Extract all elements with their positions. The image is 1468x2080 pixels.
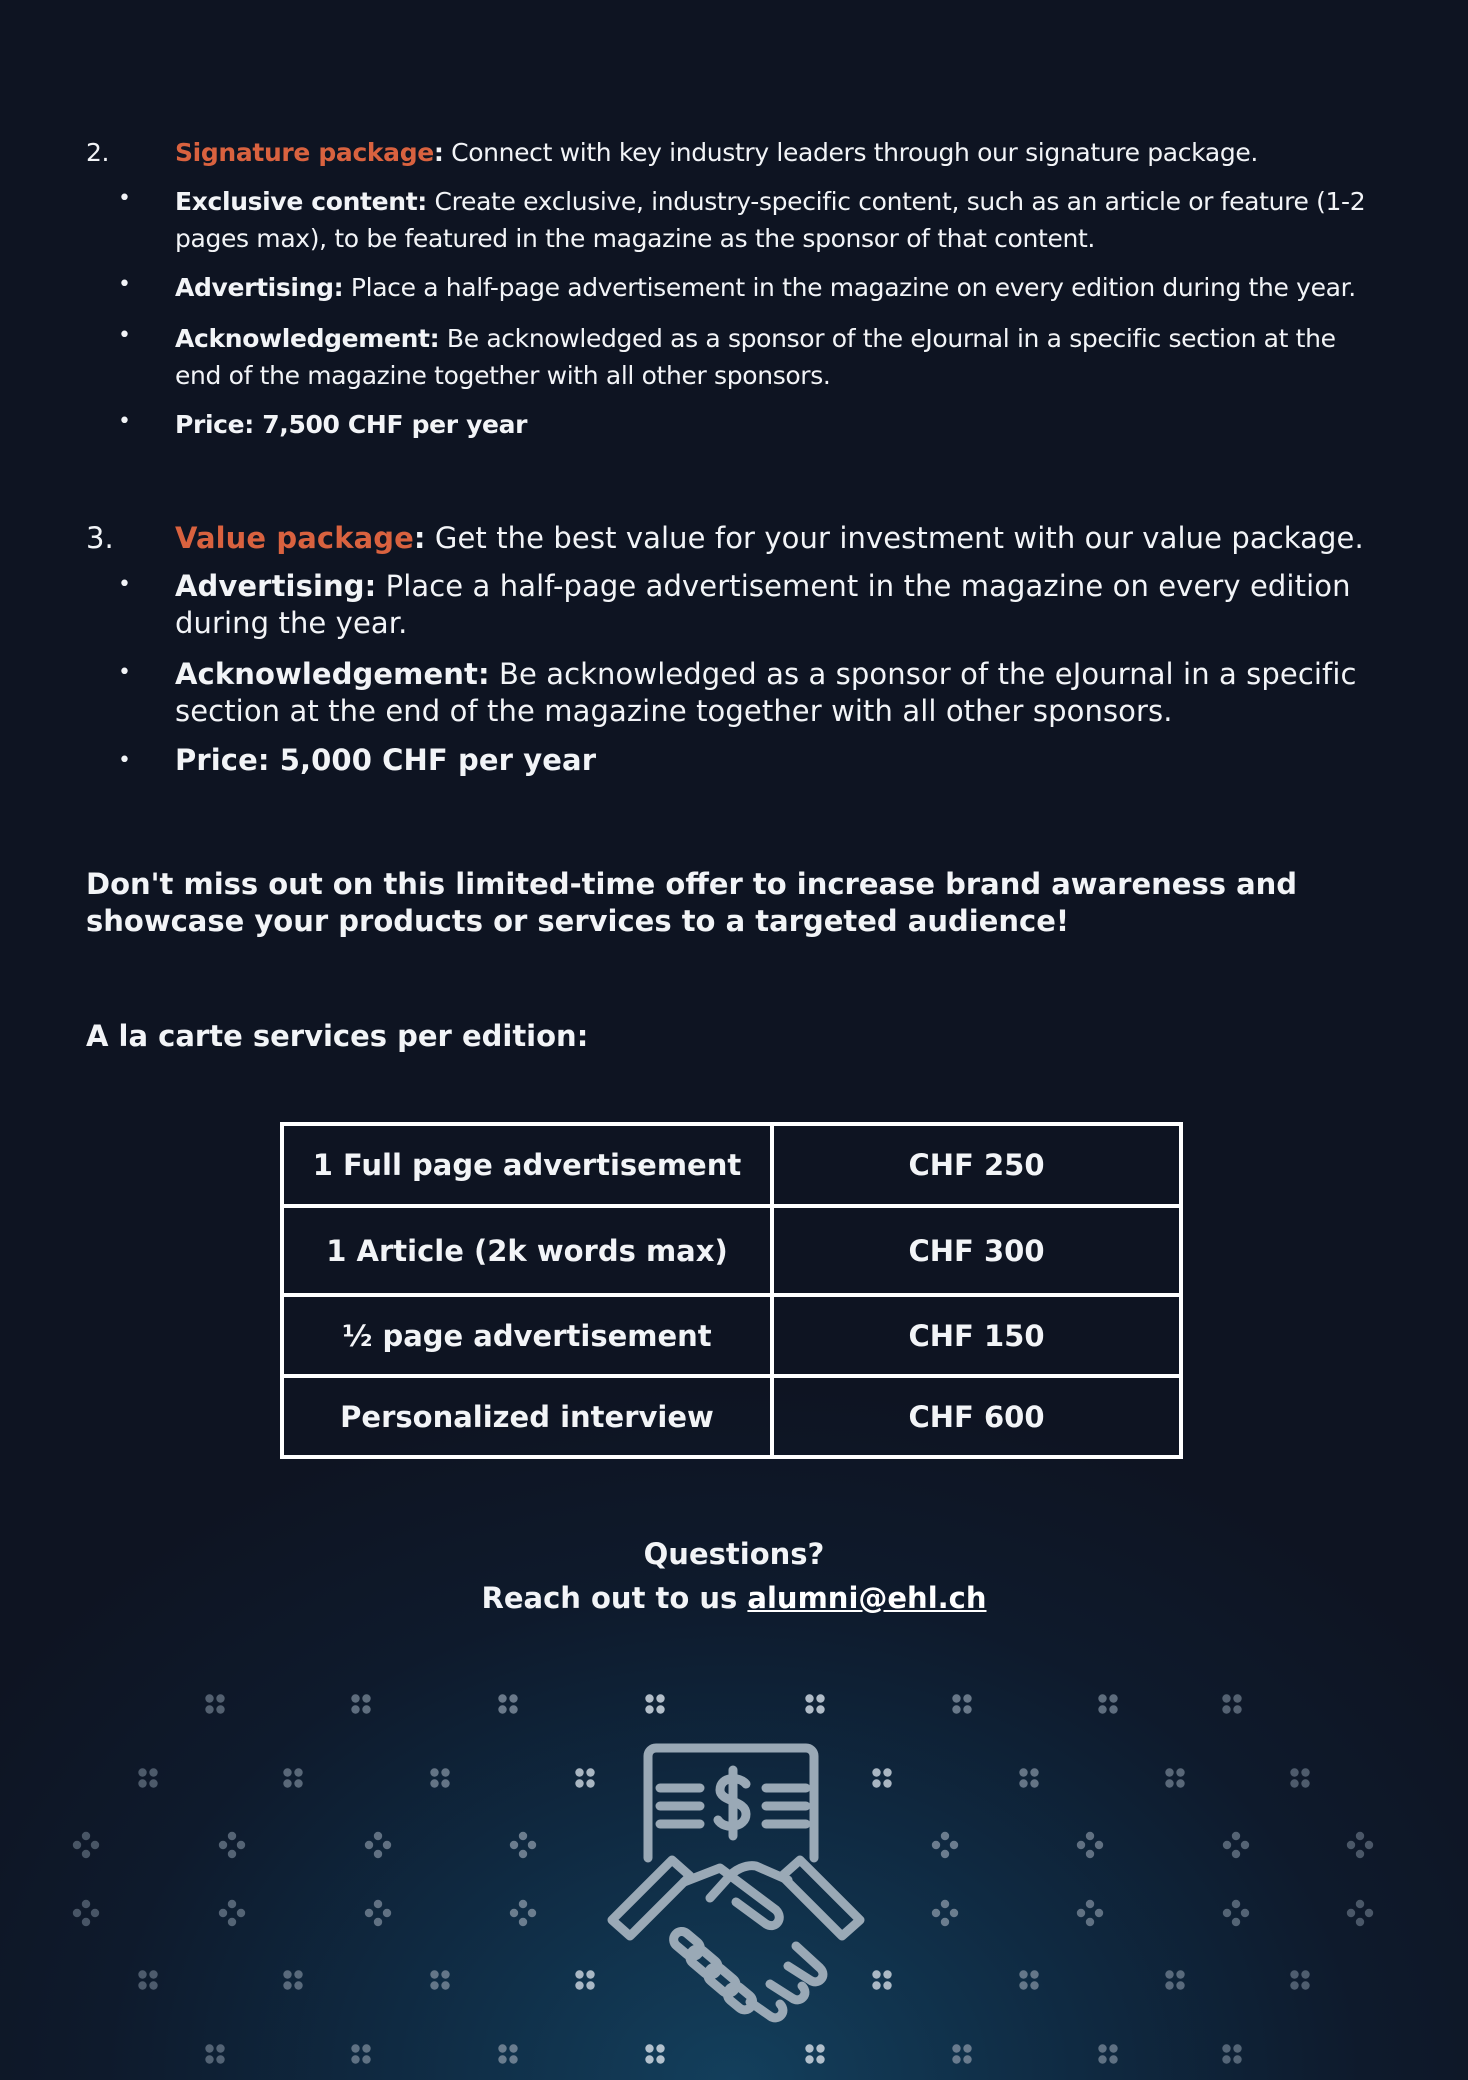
pattern-mark [1019,1970,1038,1989]
pattern-mark [498,2044,517,2063]
pattern-mark [805,2044,824,2063]
package-colon: : [433,138,444,167]
package-heading-text [175,520,1364,556]
pattern-mark [1223,1900,1249,1926]
pattern-mark [205,2044,224,2063]
list-item [175,320,1385,394]
package-name: Value package [175,521,414,555]
list-item-label: Price: 5,000 CHF per year [175,743,597,777]
pattern-mark [351,2044,370,2063]
offer-text: Don't miss out on this limited-time offer to increase brand awareness and showcase your products or services to a targeted audience! [86,867,1298,938]
invoice-handshake-icon [600,1740,870,2040]
package-number: 2. [86,138,110,167]
pattern-mark [73,1832,99,1858]
service-name-cell: Personalized interview [282,1376,772,1457]
pattern-mark [430,1970,449,1989]
package-name: Signature package [175,138,434,167]
service-name-cell: ½ page advertisement [282,1295,772,1376]
pattern-mark [1290,1768,1309,1787]
contact-text: Reach out to us [481,1581,748,1615]
pattern-mark [1077,1832,1103,1858]
bullet-icon: • [118,572,131,597]
services-table [280,1122,1183,1459]
pattern-mark [219,1900,245,1926]
pattern-mark [1165,1970,1184,1989]
pattern-mark [365,1900,391,1926]
bullet-icon: • [118,660,131,685]
service-price-cell: CHF 300 [772,1206,1181,1295]
list-item [175,269,1385,306]
table-row [282,1295,1181,1376]
pattern-mark [430,1768,449,1787]
list-item-label: Price: 7,500 CHF per year [175,410,528,439]
pattern-mark [575,1768,594,1787]
bullet-icon: • [118,323,131,348]
pattern-mark [498,1694,517,1713]
pattern-mark [510,1832,536,1858]
package-intro: Get the best value for your investment with our value package. [425,521,1364,555]
list-item-text: Be acknowledged as a sponsor of the eJournal in a specific section at the end of the magazine together with all other sponsors. [175,324,1336,390]
pattern-mark [365,1832,391,1858]
pattern-mark [805,1694,824,1713]
list-item-label: Acknowledgement: [175,657,490,691]
pattern-mark [1347,1900,1373,1926]
pattern-mark [283,1970,302,1989]
list-item-label: Exclusive content: [175,187,427,216]
list-item [175,656,1385,730]
pattern-mark [1347,1832,1373,1858]
questions-title: Questions? [643,1537,825,1571]
table-row [282,1376,1181,1457]
pattern-mark [872,1768,891,1787]
alacarte-heading: A la carte services per edition: [86,1019,589,1053]
package-colon: : [413,521,426,555]
pattern-mark [138,1970,157,1989]
pattern-mark [645,1694,664,1713]
service-name-cell: 1 Full page advertisement [282,1124,772,1206]
service-name-cell: 1 Article (2k words max) [282,1206,772,1295]
list-item-text: Be acknowledged as a sponsor of the eJournal in a specific section at the end of the magazine together with all other sponsors. [175,657,1357,728]
pattern-mark [872,1970,891,1989]
list-item-text: Place a half-page advertisement in the magazine on every edition during the year. [175,569,1351,640]
pattern-mark [645,2044,664,2063]
pattern-mark [932,1900,958,1926]
list-item [175,406,1385,443]
list-item [175,183,1385,257]
pattern-mark [283,1768,302,1787]
bullet-icon: • [118,409,131,434]
service-price-cell: CHF 150 [772,1295,1181,1376]
service-price-cell: CHF 600 [772,1376,1181,1457]
pattern-mark [1223,1832,1249,1858]
contact-line [0,1581,1468,1615]
pattern-mark [1098,1694,1117,1713]
list-item [175,742,1385,779]
pattern-mark [510,1900,536,1926]
pattern-mark [575,1970,594,1989]
pattern-mark [1098,2044,1117,2063]
pattern-mark [73,1900,99,1926]
service-price-cell: CHF 250 [772,1124,1181,1206]
pattern-mark [138,1768,157,1787]
package-number: 3. [86,521,114,555]
pattern-mark [219,1832,245,1858]
list-item-label: Advertising: [175,569,377,603]
pattern-mark [1077,1900,1103,1926]
list-item-text: Create exclusive, industry-specific content, such as an article or feature (1-2 pages max), to be featured in the magazine as the sponsor of that content. [175,187,1366,253]
pattern-mark [952,1694,971,1713]
bullet-icon: • [118,748,131,773]
pattern-mark [932,1832,958,1858]
table-row [282,1206,1181,1295]
pattern-mark [1222,2044,1241,2063]
email-link[interactable]: alumni@ehl.ch [747,1581,987,1615]
list-item-label: Advertising: [175,273,344,302]
table-row [282,1124,1181,1206]
list-item [175,568,1385,642]
list-item-label: Acknowledgement: [175,324,440,353]
pattern-mark [351,1694,370,1713]
list-item-text: Place a half-page advertisement in the magazine on every edition during the year. [343,273,1356,302]
pattern-mark [205,1694,224,1713]
package-intro: Connect with key industry leaders through our signature package. [443,138,1258,167]
pattern-mark [1019,1768,1038,1787]
pattern-mark [952,2044,971,2063]
package-heading-text [175,135,1258,171]
pattern-mark [1165,1768,1184,1787]
pattern-mark [1290,1970,1309,1989]
pattern-mark [1222,1694,1241,1713]
bullet-icon: • [118,272,131,297]
bullet-icon: • [118,186,131,211]
